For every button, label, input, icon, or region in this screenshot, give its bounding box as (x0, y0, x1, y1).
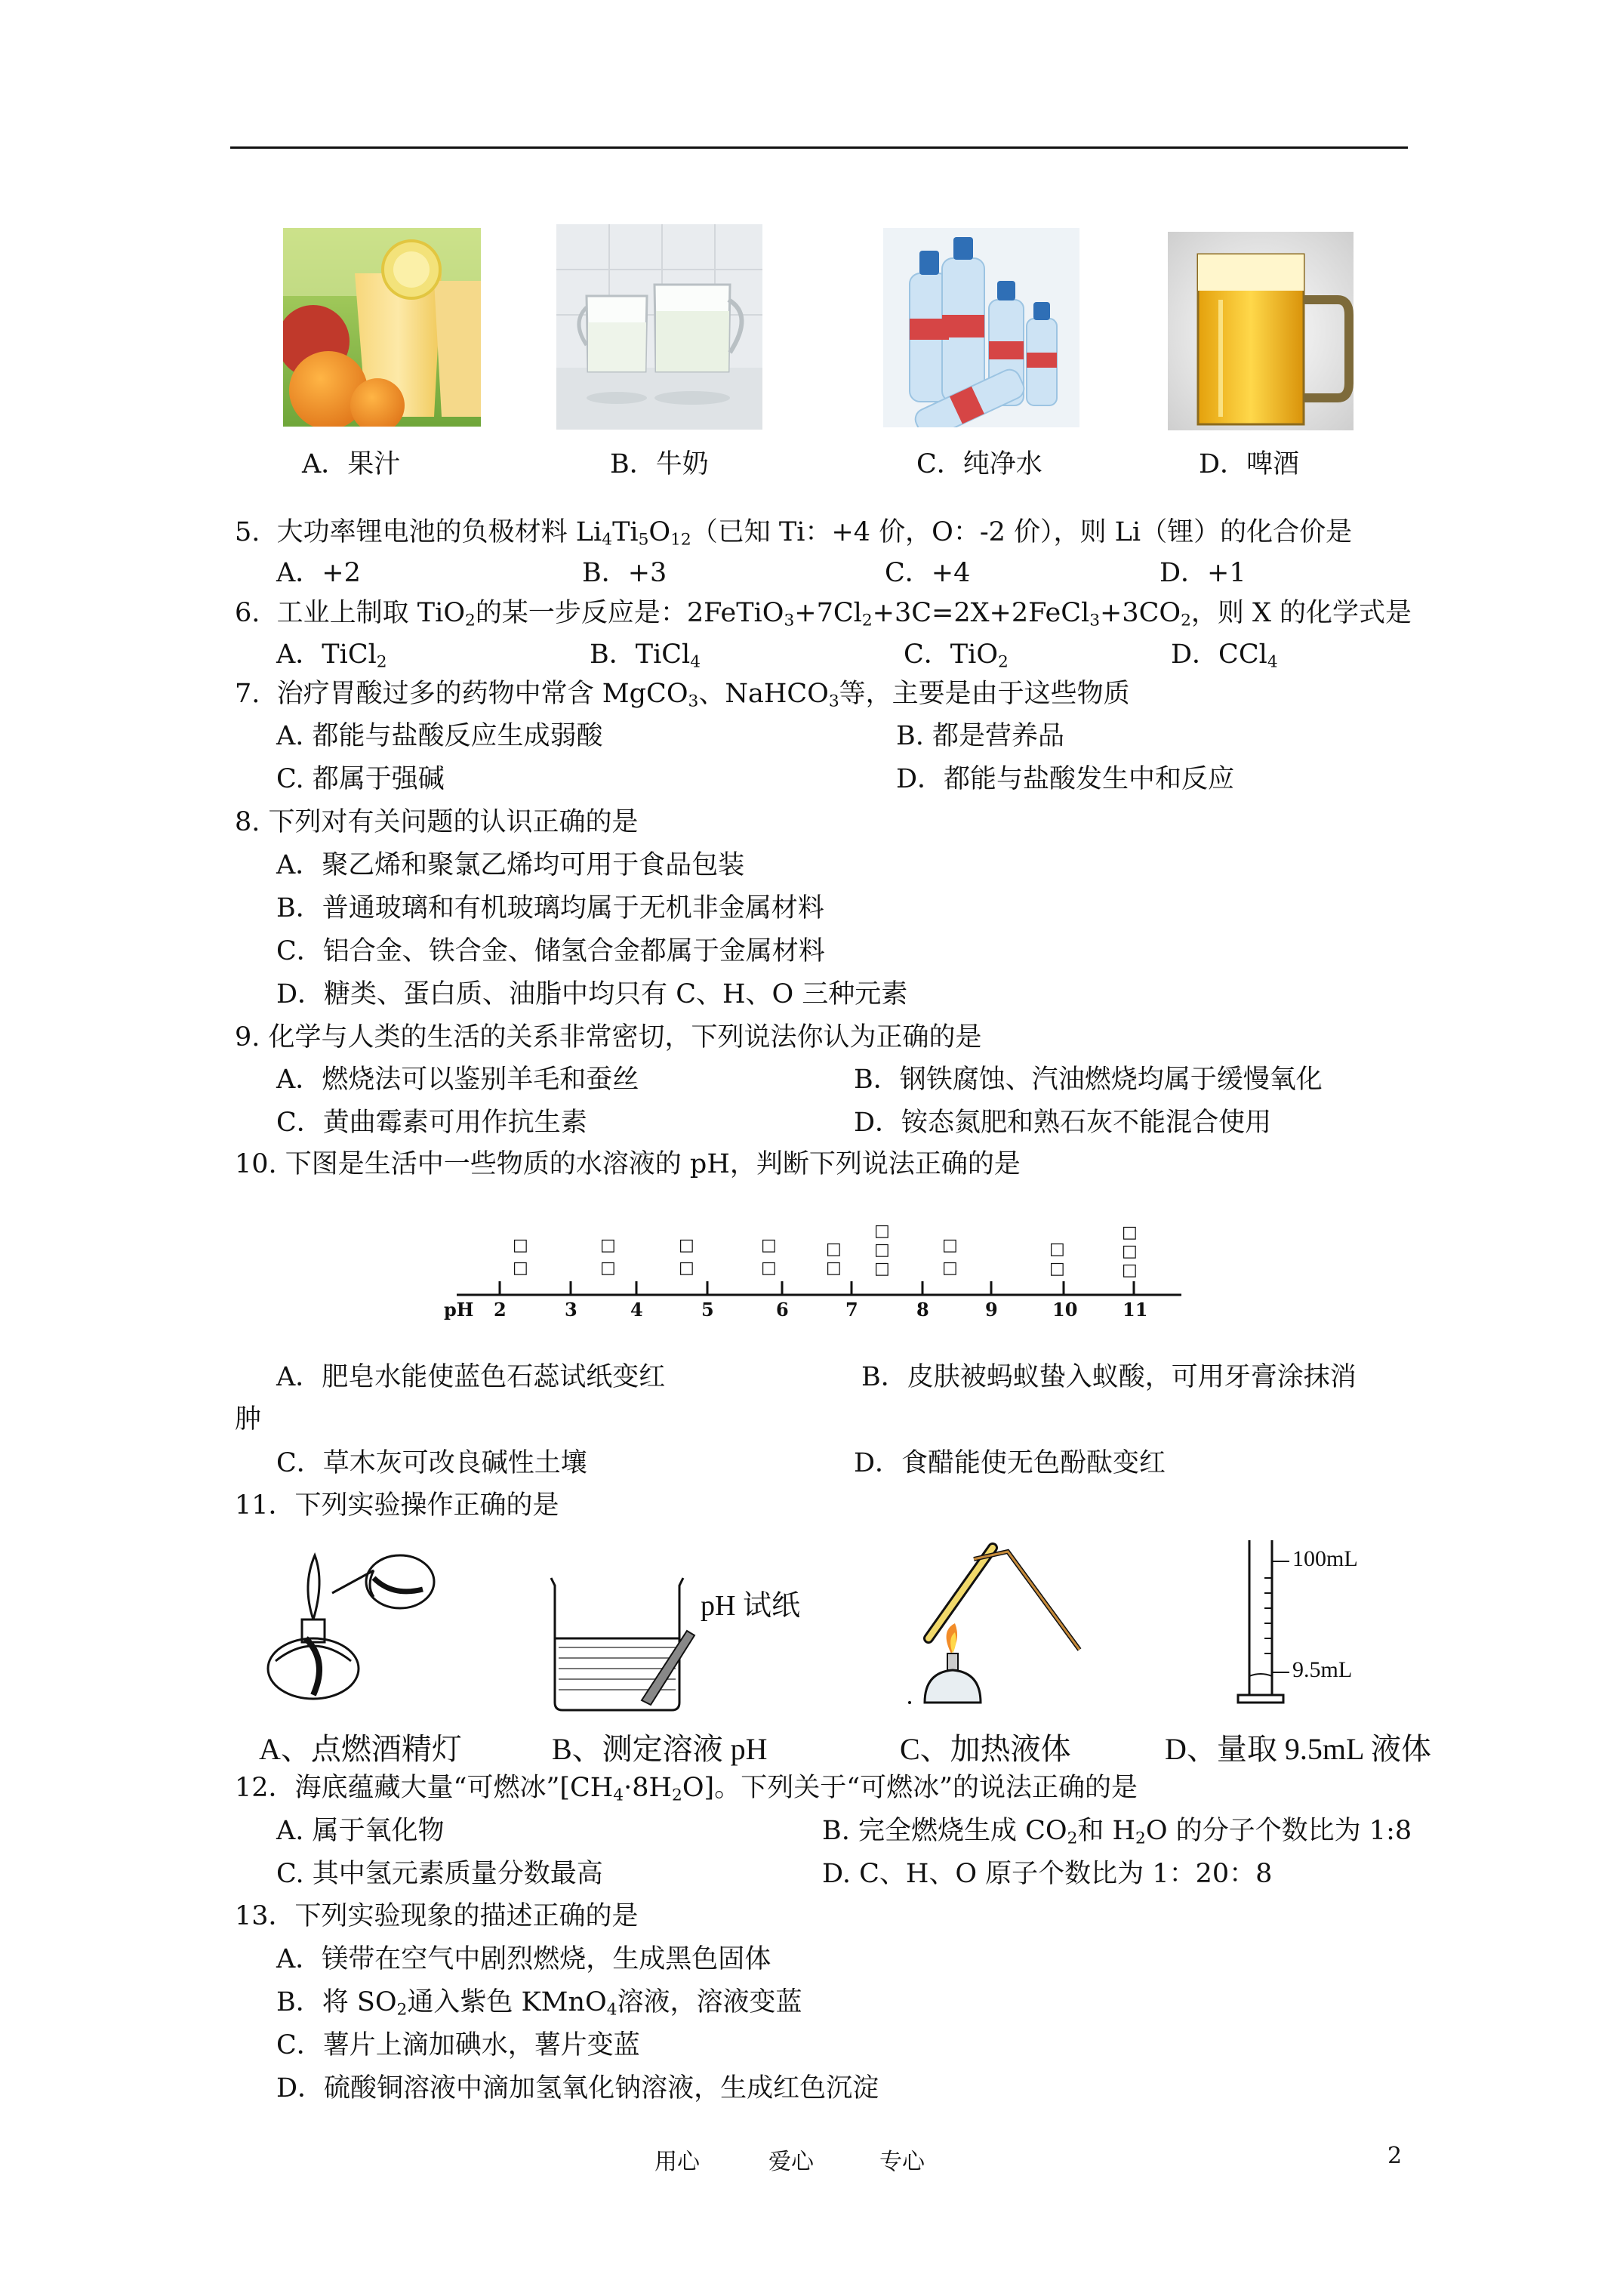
ph-axis-ticks (500, 1281, 1134, 1295)
q8-option-a: A．聚乙烯和聚氯乙烯均可用于食品包装 (276, 850, 745, 880)
alcohol-lamp-lighting-figure (260, 1540, 442, 1706)
q12-option-d: D. C、H、O 原子个数比为 1：20：8 (822, 1859, 1273, 1889)
ph-paper-label: pH 试纸 (701, 1590, 800, 1622)
q6-option-a: A．TiCl$_2$ (276, 639, 387, 672)
ph-sample-box: □ (761, 1236, 777, 1255)
q8-option-c: C．铝合金、铁合金、储氢合金都属于金属材料 (276, 936, 825, 966)
q5-option-d: D．+1 (1160, 558, 1246, 588)
q11-caption-b: B、测定溶液 pH (552, 1732, 768, 1766)
q9-option-d: D．铵态氮肥和熟石灰不能混合使用 (854, 1108, 1272, 1138)
q13-stem: 13．下列实验现象的描述正确的是 (235, 1901, 639, 1931)
q10-option-c: C．草木灰可改良碱性土壤 (276, 1448, 587, 1478)
q11-caption-a: A、点燃酒精灯 (259, 1732, 462, 1766)
q9-stem: 9. 化学与人类的生活的关系非常密切，下列说法你认为正确的是 (235, 1022, 982, 1052)
q8-option-d: D．糖类、蛋白质、油脂中均只有 C、H、O 三种元素 (276, 979, 908, 1009)
footer-word: 专心 (879, 2149, 925, 2175)
ph-sample-box: □ (874, 1240, 890, 1259)
juice-photo (283, 228, 481, 427)
q5-option-a: A．+2 (276, 558, 361, 588)
ph-tick-label: 8 (916, 1299, 929, 1321)
ph-sample-box: □ (1122, 1261, 1138, 1280)
page-number: 2 (1387, 2143, 1403, 2169)
q11-caption-d: D、量取 9.5mL 液体 (1165, 1732, 1431, 1766)
q6-option-d: D．CCl$_4$ (1171, 639, 1278, 672)
ph-sample-box: □ (826, 1240, 842, 1259)
ph-axis-label: pH (444, 1299, 474, 1321)
q6-option-c: C．TiO$_2$ (904, 639, 1009, 672)
q7-stem: 7. 治疗胃酸过多的药物中常含 MgCO$_3$、NaHCO$_3$等，主要是由于这些物质 (235, 679, 1130, 711)
q5-option-c: C．+4 (885, 558, 971, 588)
q11-stem: 11．下列实验操作正确的是 (235, 1490, 559, 1521)
ph-tick-label: 5 (701, 1299, 714, 1321)
q10-option-d: D．食醋能使无色酚酞变红 (854, 1448, 1166, 1478)
q12-option-b: B. 完全燃烧生成 $CO_2$和 $H_2O$ 的分子个数比为 1:8 (822, 1816, 1412, 1848)
ph-sample-box: □ (874, 1222, 890, 1240)
q8-option-b: B．普通玻璃和有机玻璃均属于无机非金属材料 (276, 893, 824, 923)
q6-option-b: B．TiCl$_4$ (590, 639, 701, 672)
footer-word: 用心 (654, 2149, 700, 2175)
q7-option-c: C. 都属于强碱 (276, 764, 445, 794)
heating-liquid-figure (902, 1533, 1091, 1721)
q13-option-c: C．薯片上滴加碘水，薯片变蓝 (276, 2030, 640, 2060)
ph-sample-box: □ (874, 1259, 890, 1278)
q12-option-c: C. 其中氢元素质量分数最高 (276, 1859, 603, 1889)
ph-sample-box: □ (679, 1236, 694, 1255)
ph-sample-box: □ (513, 1259, 528, 1277)
q13-option-b: B．将 $SO_2$通入紫色 KMnO$_4$溶液，溶液变蓝 (276, 1987, 802, 2020)
ph-tick-label: 4 (630, 1299, 643, 1321)
q10-option-a: A．肥皂水能使蓝色石蕊试纸变红 (276, 1362, 666, 1392)
ph-tick-label: 6 (776, 1299, 789, 1321)
water-bottles-photo (883, 228, 1079, 427)
q13-option-d: D．硫酸铜溶液中滴加氢氧化钠溶液，生成红色沉淀 (276, 2073, 879, 2103)
ph-sample-box: □ (513, 1236, 528, 1255)
ph-sample-box: □ (1049, 1259, 1065, 1278)
ph-scale-figure (438, 1208, 1185, 1329)
ph-tick-label: 2 (494, 1299, 507, 1321)
ph-sample-box: □ (942, 1236, 958, 1255)
graduated-cylinder-figure (1230, 1533, 1291, 1706)
beer-mug-photo (1168, 232, 1354, 430)
q12-stem: 12．海底蕴藏大量“可燃冰$”[CH_4\cdot 8H_2O]$。下列关于“可燃冰”的说法正确的是 (235, 1773, 1138, 1805)
photo-caption-d: D．啤酒 (1199, 449, 1300, 479)
photo-caption-b: B．牛奶 (610, 449, 709, 479)
ph-sample-box: □ (600, 1236, 616, 1255)
q9-option-b: B．钢铁腐蚀、汽油燃烧均属于缓慢氧化 (854, 1065, 1323, 1095)
ph-sample-box: □ (826, 1259, 842, 1277)
q6-stem: 6. 工业上制取 TiO$_2$的某一步反应是：$2FeTiO_3+7Cl_2+3C=2X+2FeCl_3+3CO_2$，则 X 的化学式是 (235, 598, 1412, 630)
ph-sample-box: □ (942, 1259, 958, 1277)
header-rule (230, 146, 1408, 149)
footer-word: 爱心 (768, 2149, 814, 2175)
ph-tick-label: 10 (1052, 1299, 1078, 1321)
ph-tick-label: 3 (565, 1299, 577, 1321)
ph-sample-box: □ (761, 1259, 777, 1277)
q11-caption-c: C、加热液体 (900, 1732, 1071, 1766)
q10-option-b-wrap: 肿 (235, 1404, 262, 1435)
ph-tick-label: 11 (1123, 1299, 1148, 1321)
q7-option-d: D．都能与盐酸发生中和反应 (896, 764, 1235, 794)
ph-sample-box: □ (1122, 1242, 1138, 1261)
q5-stem: 5. 大功率锂电池的负极材料 $Li_4Ti_5O_{12}$（已知 Ti：+4 价，O：-2 价），则 Li（锂）的化合价是 (235, 517, 1353, 550)
q9-option-c: C．黄曲霉素可用作抗生素 (276, 1108, 587, 1138)
ph-tick-label: 7 (845, 1299, 858, 1321)
q7-option-b: B. 都是营养品 (896, 721, 1064, 751)
cylinder-mark-label: 9.5mL (1292, 1657, 1353, 1682)
ph-sample-box: □ (1122, 1223, 1138, 1242)
q7-option-a: A. 都能与盐酸反应生成弱酸 (276, 721, 603, 751)
photo-caption-a: A．果汁 (302, 449, 401, 479)
q9-option-a: A．燃烧法可以鉴别羊毛和蚕丝 (276, 1065, 639, 1095)
ph-sample-box: □ (679, 1259, 694, 1277)
ph-sample-box: □ (1049, 1240, 1065, 1259)
q12-option-a: A. 属于氧化物 (276, 1816, 445, 1846)
q13-option-a: A．镁带在空气中剧烈燃烧，生成黑色固体 (276, 1944, 771, 1974)
photo-caption-c: C．纯净水 (916, 449, 1042, 479)
q10-option-b: B．皮肤被蚂蚁蛰入蚁酸，可用牙膏涂抹消 (861, 1362, 1357, 1392)
q8-stem: 8. 下列对有关问题的认识正确的是 (235, 807, 639, 837)
q10-stem: 10. 下图是生活中一些物质的水溶液的 pH，判断下列说法正确的是 (235, 1149, 1021, 1179)
ph-sample-box: □ (600, 1259, 616, 1277)
q5-option-b: B．+3 (582, 558, 667, 588)
ph-tick-label: 9 (985, 1299, 998, 1321)
cylinder-top-label: 100mL (1292, 1546, 1358, 1571)
milk-photo (556, 224, 762, 430)
